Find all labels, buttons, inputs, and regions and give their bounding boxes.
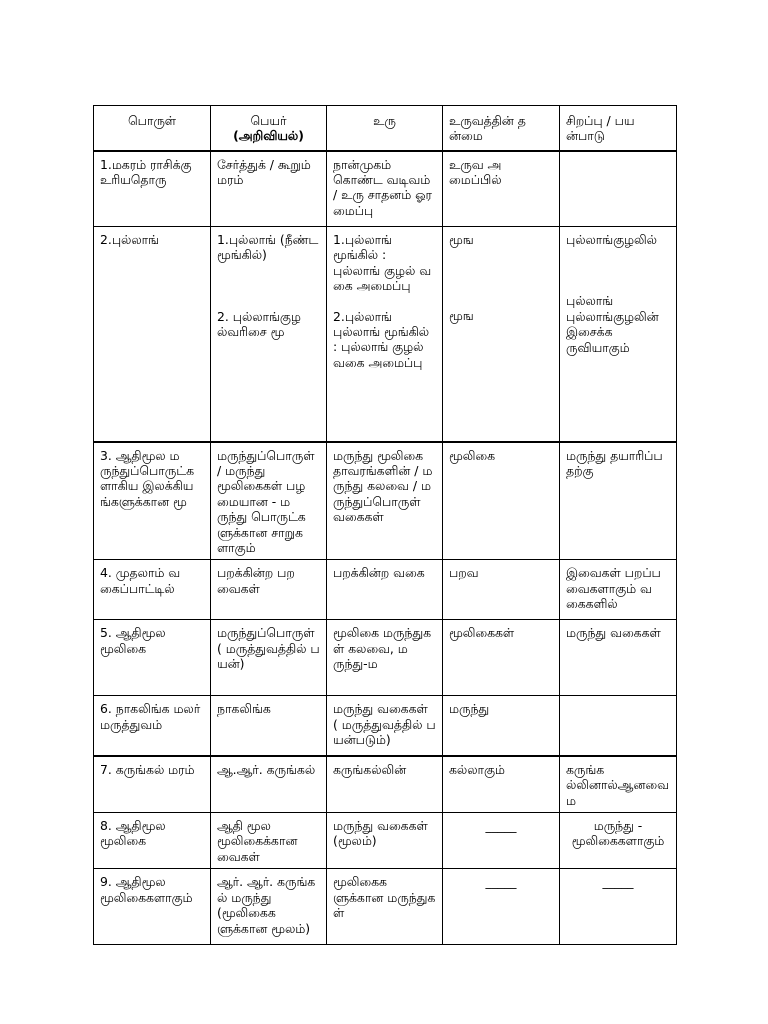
header-cell-name: பெயர் (அறிவியல்) [211,106,327,151]
header-cell-subject: பொருள் [94,106,211,151]
table-cell: ஆர். ஆர். கருங்கல் மருந்து (மூலிகைகளுக்கான மூலம்) [211,869,327,945]
table-cell: பறக்கின்ற பறவைகள் [211,560,327,620]
table-cell: நாகலிங்க [211,696,327,756]
table-cell: ஆ.ஆர். கருங்கல் [211,756,327,813]
table-cell: மருந்து தயாரிப்பதற்கு [560,442,677,560]
table-cell: _____ [443,869,560,945]
table-cell: 4. முதலாம் வகைப்பாட்டில் [94,560,211,620]
table-cell: 1.புல்லாங் (நீண்ட மூங்கில்) 2. புல்லாங்குழல்வரிசை மூ [211,227,327,442]
table-cell: இவைகள் பறப்பவைகளாகும் வகைகளில் [560,560,677,620]
document-table [93,105,677,945]
table-cell: மூலிகைகள் [443,620,560,696]
table-cell: 1.புல்லாங் மூங்கில் : புல்லாங் குழல் வகை அமைப்பு 2.புல்லாங் புல்லாங் மூங்கில் : புல்லாங் குழல் வகை அமைப்பு [327,227,443,442]
table-cell: மூலிகை மருந்துகள் கலவை, மருந்து-ம [327,620,443,696]
table-cell: மருந்துப்பொருள் ( மருத்துவத்தில் பயன்) [211,620,327,696]
table-cell: 8. ஆதிமூல மூலிகை [94,813,211,869]
table-row [94,620,677,696]
table-row [94,442,677,560]
table-cell: மூலிகை [443,442,560,560]
table-row [94,227,677,442]
table-row [94,813,677,869]
table-cell: 7. கருங்கல் மரம் [94,756,211,813]
table-cell: பறவ [443,560,560,620]
table-cell: நான்முகம் கொண்ட வடிவம் / உரு சாதனம் ஓரமைப்பு [327,151,443,227]
table-cell [560,151,677,227]
table-cell: மருந்து வகைகள் (மூலம்) [327,813,443,869]
table-header-row [94,106,677,151]
table-cell: கல்லாகும் [443,756,560,813]
table-cell: மருந்து வகைகள் ( மருத்துவத்தில் பயன்படும்) [327,696,443,756]
table-cell: சேர்த்துக் / கூறும் மரம் [211,151,327,227]
table-row [94,151,677,227]
table-cell: கருங்கல்லினால்ஆனவை ம [560,756,677,813]
table-cell: மூங மூங [443,227,560,442]
table-cell: புல்லாங்குழலில் புல்லாங் புல்லாங்குழலின் இசைக்கருவியாகும் [560,227,677,442]
table-cell: 2.புல்லாங் [94,227,211,442]
table-cell: 5. ஆதிமூல மூலிகை [94,620,211,696]
table-cell: 3. ஆதிமூல மருந்துப்பொருட்களாகிய இலக்கியங்களுக்கான மூ [94,442,211,560]
table-row [94,756,677,813]
table-cell: மருந்து வகைகள் [560,620,677,696]
table-cell: _____ [443,813,560,869]
table-cell: மருந்துப்பொருள் / மருந்து மூலிகைகள் பழமையான - மருந்து பொருட்களுக்கான சாறுகளாகும் [211,442,327,560]
table-cell: கருங்கல்லின் [327,756,443,813]
table-cell: மருந்து [443,696,560,756]
table-cell: உருவ அமைப்பில் [443,151,560,227]
table-cell: 9. ஆதிமூல மூலிகைகளாகும் [94,869,211,945]
table-cell: _____ [560,869,677,945]
table-cell: ஆதி மூல மூலிகைக்கானவைகள் [211,813,327,869]
table-cell: மருந்து மூலிகை தாவரங்களின் / மருந்து கலவை / மருந்துப்பொருள் வகைகள் [327,442,443,560]
table-cell: மூலிகைகளுக்கான மருந்துகள் [327,869,443,945]
table-cell [560,696,677,756]
table-cell: பறக்கின்ற வகை [327,560,443,620]
table-cell: மருந்து - மூலிகைகளாகும் [560,813,677,869]
table-cell: 6. நாகலிங்க மலர் மருத்துவம் [94,696,211,756]
table-row [94,869,677,945]
table-row [94,560,677,620]
header-cell-form: உரு [327,106,443,151]
header-cell-nature: உருவத்தின் தன்மை [443,106,560,151]
table-cell: 1.மகரம் ராசிக்கு உரியதொரு [94,151,211,227]
table-row [94,696,677,756]
header-cell-usage: சிறப்பு / பயன்பாடு [560,106,677,151]
